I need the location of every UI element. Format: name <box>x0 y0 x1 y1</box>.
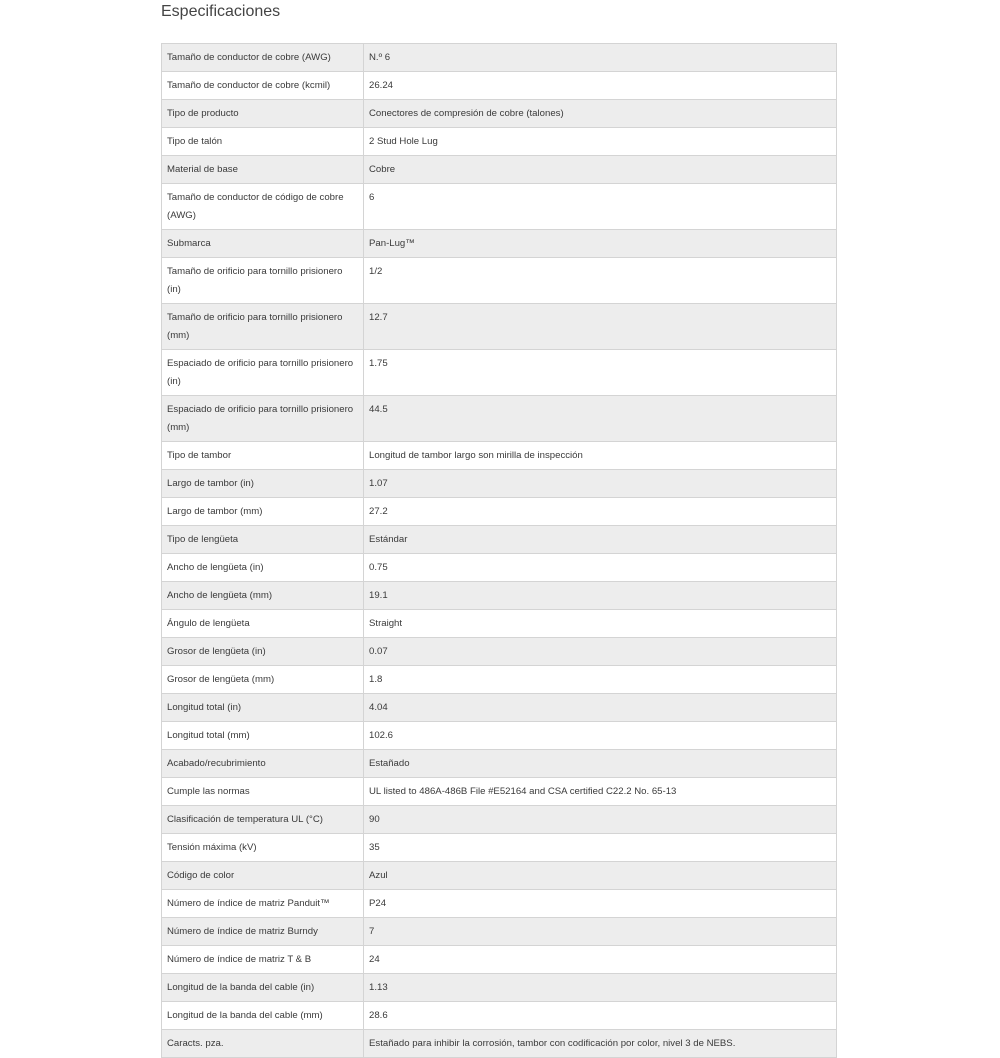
spec-label: Tamaño de orificio para tornillo prisionero (mm) <box>162 304 364 350</box>
table-row <box>162 638 837 666</box>
spec-label: Grosor de lengüeta (in) <box>162 638 364 666</box>
table-row <box>162 666 837 694</box>
table-row <box>162 778 837 806</box>
spec-label: Submarca <box>162 230 364 258</box>
table-row <box>162 890 837 918</box>
table-row <box>162 918 837 946</box>
table-row <box>162 498 837 526</box>
section-title: Especificaciones <box>161 3 281 20</box>
spec-label: Cumple las normas <box>162 778 364 806</box>
spec-value: 1/2 <box>364 258 837 304</box>
spec-label: Ancho de lengüeta (in) <box>162 554 364 582</box>
table-row <box>162 350 837 396</box>
spec-value: 7 <box>364 918 837 946</box>
spec-label: Número de índice de matriz T & B <box>162 946 364 974</box>
table-row <box>162 184 837 230</box>
spec-value: Longitud de tambor largo son mirilla de inspección <box>364 442 837 470</box>
spec-label: Longitud de la banda del cable (in) <box>162 974 364 1002</box>
table-row <box>162 806 837 834</box>
spec-label: Tipo de producto <box>162 100 364 128</box>
spec-value: 4.04 <box>364 694 837 722</box>
table-row <box>162 1030 837 1058</box>
table-row <box>162 750 837 778</box>
spec-label: Tamaño de conductor de código de cobre (AWG) <box>162 184 364 230</box>
table-row <box>162 156 837 184</box>
table-row <box>162 862 837 890</box>
spec-label: Número de índice de matriz Burndy <box>162 918 364 946</box>
spec-label: Tamaño de orificio para tornillo prisionero (in) <box>162 258 364 304</box>
spec-value: Conectores de compresión de cobre (talones) <box>364 100 837 128</box>
spec-value: 90 <box>364 806 837 834</box>
spec-value: Estañado <box>364 750 837 778</box>
spec-value: Cobre <box>364 156 837 184</box>
spec-value: 1.13 <box>364 974 837 1002</box>
spec-label: Espaciado de orificio para tornillo prisionero (mm) <box>162 396 364 442</box>
specifications-table-body <box>162 44 837 1058</box>
table-row <box>162 258 837 304</box>
table-row <box>162 100 837 128</box>
spec-label: Tamaño de conductor de cobre (kcmil) <box>162 72 364 100</box>
table-row <box>162 230 837 258</box>
table-row <box>162 442 837 470</box>
spec-label: Material de base <box>162 156 364 184</box>
table-row <box>162 946 837 974</box>
table-row <box>162 610 837 638</box>
spec-label: Tensión máxima (kV) <box>162 834 364 862</box>
spec-value: 24 <box>364 946 837 974</box>
spec-value: 102.6 <box>364 722 837 750</box>
spec-label: Espaciado de orificio para tornillo prisionero (in) <box>162 350 364 396</box>
spec-value: 44.5 <box>364 396 837 442</box>
spec-value: 28.6 <box>364 1002 837 1030</box>
spec-value: 1.07 <box>364 470 837 498</box>
spec-label: Número de índice de matriz Panduit™ <box>162 890 364 918</box>
spec-value: 0.07 <box>364 638 837 666</box>
table-row <box>162 44 837 72</box>
spec-value: Estándar <box>364 526 837 554</box>
spec-label: Clasificación de temperatura UL (°C) <box>162 806 364 834</box>
spec-value: N.º 6 <box>364 44 837 72</box>
spec-value: 2 Stud Hole Lug <box>364 128 837 156</box>
spec-label: Ángulo de lengüeta <box>162 610 364 638</box>
table-row <box>162 304 837 350</box>
spec-label: Tipo de lengüeta <box>162 526 364 554</box>
spec-label: Código de color <box>162 862 364 890</box>
table-row <box>162 72 837 100</box>
spec-label: Longitud total (in) <box>162 694 364 722</box>
table-row <box>162 554 837 582</box>
spec-value: Azul <box>364 862 837 890</box>
table-row <box>162 470 837 498</box>
table-row <box>162 974 837 1002</box>
table-row <box>162 722 837 750</box>
table-row <box>162 128 837 156</box>
spec-value: 0.75 <box>364 554 837 582</box>
spec-value: P24 <box>364 890 837 918</box>
spec-value: 12.7 <box>364 304 837 350</box>
spec-value: Estañado para inhibir la corrosión, tambor con codificación por color, nivel 3 de NEBS. <box>364 1030 837 1058</box>
spec-label: Largo de tambor (mm) <box>162 498 364 526</box>
spec-value: UL listed to 486A-486B File #E52164 and CSA certified C22.2 No. 65-13 <box>364 778 837 806</box>
table-row <box>162 694 837 722</box>
table-row <box>162 396 837 442</box>
spec-value: Pan-Lug™ <box>364 230 837 258</box>
spec-label: Acabado/recubrimiento <box>162 750 364 778</box>
spec-value: 27.2 <box>364 498 837 526</box>
spec-value: 35 <box>364 834 837 862</box>
spec-label: Grosor de lengüeta (mm) <box>162 666 364 694</box>
spec-label: Longitud de la banda del cable (mm) <box>162 1002 364 1030</box>
spec-value: 1.8 <box>364 666 837 694</box>
spec-label: Caracts. pza. <box>162 1030 364 1058</box>
spec-label: Largo de tambor (in) <box>162 470 364 498</box>
spec-label: Longitud total (mm) <box>162 722 364 750</box>
spec-label: Tipo de talón <box>162 128 364 156</box>
spec-value: Straight <box>364 610 837 638</box>
spec-value: 19.1 <box>364 582 837 610</box>
spec-value: 26.24 <box>364 72 837 100</box>
table-row <box>162 1002 837 1030</box>
spec-label: Tamaño de conductor de cobre (AWG) <box>162 44 364 72</box>
spec-label: Tipo de tambor <box>162 442 364 470</box>
spec-value: 6 <box>364 184 837 230</box>
table-row <box>162 582 837 610</box>
spec-value: 1.75 <box>364 350 837 396</box>
table-row <box>162 526 837 554</box>
table-row <box>162 834 837 862</box>
specifications-table <box>161 43 837 1058</box>
spec-label: Ancho de lengüeta (mm) <box>162 582 364 610</box>
